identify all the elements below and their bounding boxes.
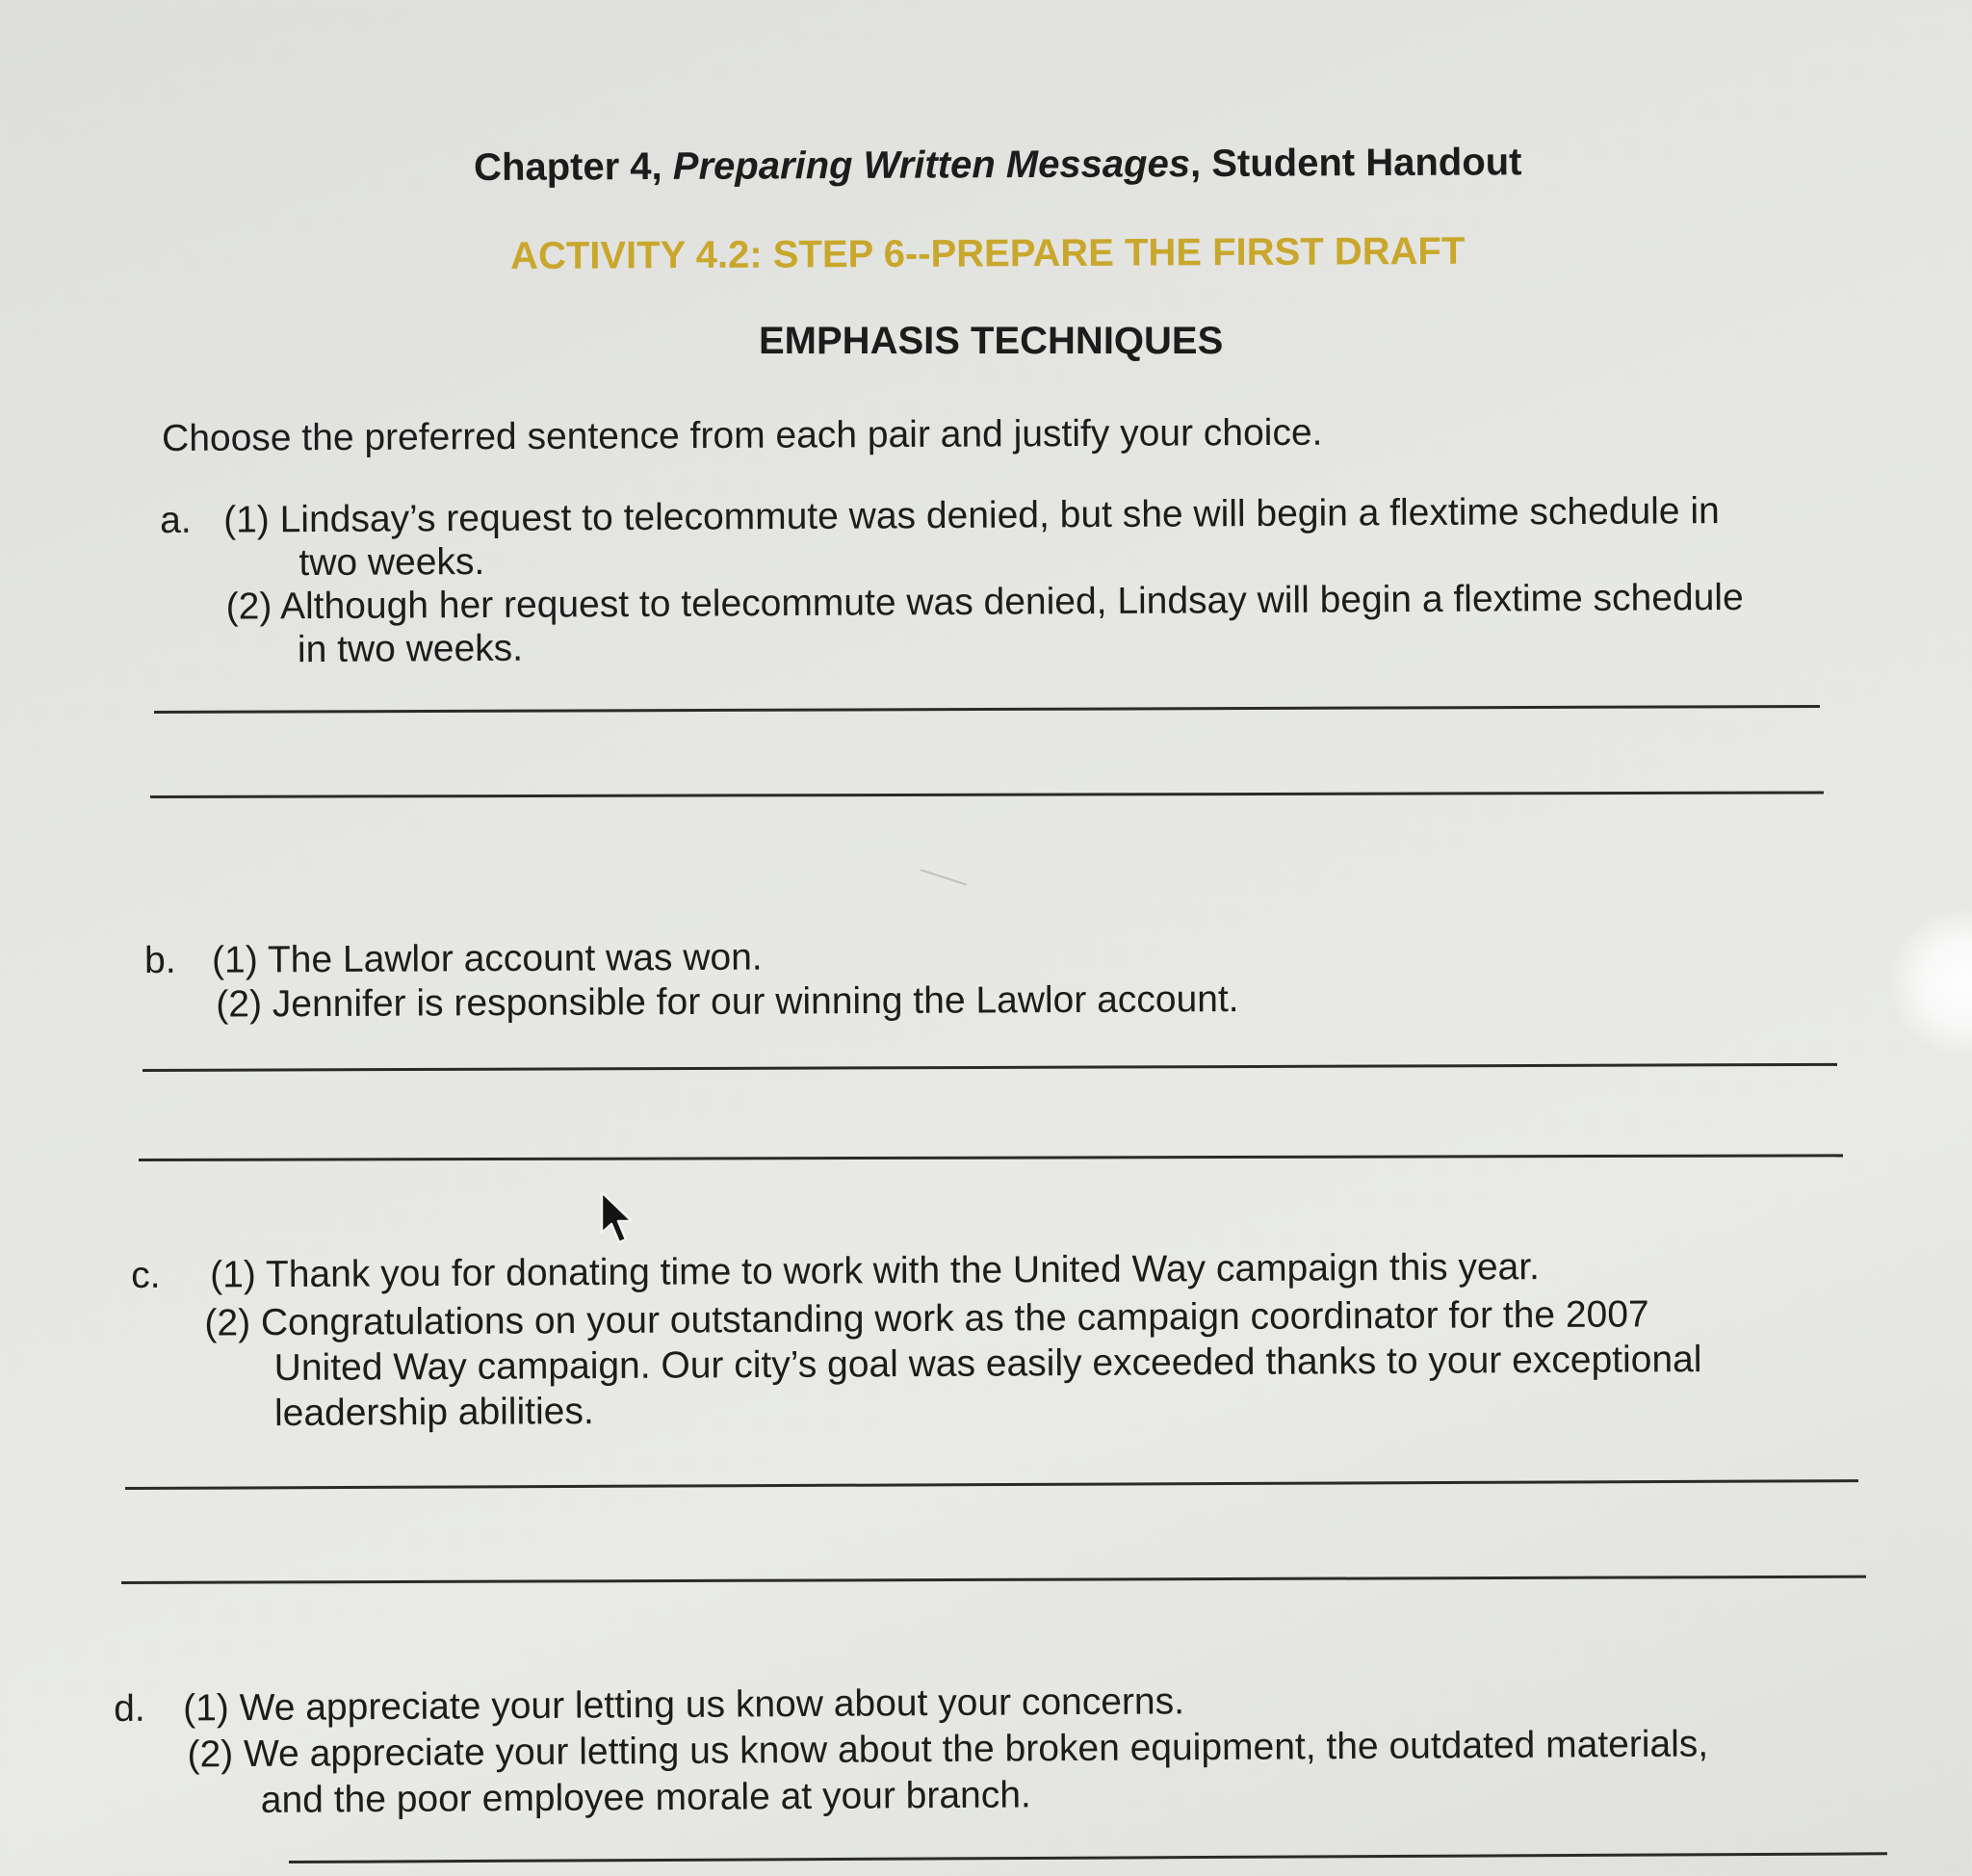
answer-line[interactable] — [121, 1576, 1866, 1584]
instructions: Choose the preferred sentence from each pair and justify your choice. — [162, 411, 1323, 459]
option-2-continuation: and the poor employee morale at your branch. — [260, 1774, 1031, 1821]
activity-title: ACTIVITY 4.2: STEP 6--PREPARE THE FIRST DRAFT — [510, 229, 1466, 277]
answer-line[interactable] — [125, 1479, 1858, 1490]
option-1: (1) The Lawlor account was won. — [212, 936, 763, 981]
answer-line[interactable] — [154, 705, 1820, 714]
question-letter: b. — [144, 939, 176, 981]
option-2-continuation: leadership abilities. — [273, 1391, 594, 1435]
option-2: (2) Congratulations on your outstanding work as the campaign coordinator for the 2007 — [204, 1293, 1649, 1344]
option-2-continuation: United Way campaign. Our city’s goal was easily exceeded thanks to your exceptional — [273, 1339, 1702, 1390]
option-1: (1) Lindsay’s request to telecommute was denied, but she will begin a flextime schedule in — [223, 490, 1720, 541]
screen-scuff — [921, 869, 967, 885]
answer-line[interactable] — [150, 791, 1824, 798]
option-2-continuation: in two weeks. — [297, 627, 524, 671]
chapter-prefix: Chapter 4, — [474, 144, 673, 189]
option-2: (2) Although her request to telecommute was denied, Lindsay will begin a flextime schedule — [225, 576, 1744, 628]
section-title: EMPHASIS TECHNIQUES — [759, 320, 1224, 362]
answer-line[interactable] — [143, 1063, 1837, 1072]
answer-line[interactable] — [139, 1154, 1843, 1161]
question-letter: d. — [114, 1687, 145, 1730]
question-letter: a. — [160, 499, 192, 541]
mouse-pointer-icon — [599, 1190, 637, 1246]
screen-glare — [1887, 910, 1972, 1055]
answer-line[interactable] — [289, 1852, 1887, 1863]
option-1: (1) We appreciate your letting us know about your concerns. — [183, 1681, 1185, 1730]
chapter-suffix: , Student Handout — [1189, 141, 1522, 186]
option-1-continuation: two weeks. — [298, 540, 485, 585]
question-letter: c. — [131, 1254, 161, 1296]
option-2: (2) Jennifer is responsible for our winning the Lawlor account. — [216, 978, 1239, 1026]
option-2: (2) We appreciate your letting us know about the broken equipment, the outdated materials, — [187, 1723, 1709, 1776]
chapter-book-title: Preparing Written Messages — [672, 143, 1191, 188]
option-1: (1) Thank you for donating time to work with the United Way campaign this year. — [210, 1246, 1541, 1296]
chapter-title — [474, 141, 1522, 190]
